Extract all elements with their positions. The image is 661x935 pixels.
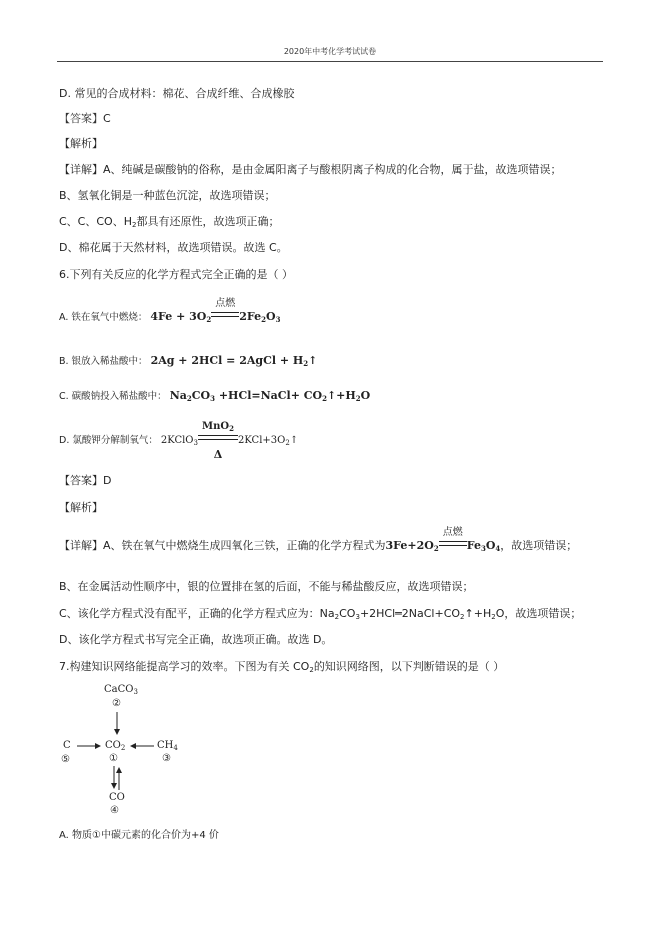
detail-text-post: ，故选项错误； (500, 539, 578, 552)
detail-c-pre: C、C、CO、H (59, 215, 132, 228)
detail-c-post: 都具有还原性，故选项正确； (136, 215, 280, 228)
option-b-label: B. 银放入稀盐酸中： (59, 356, 148, 367)
eq-part: Na (169, 389, 187, 402)
node-caco3 (104, 684, 138, 695)
eq-sub: 2 (206, 315, 212, 324)
eq-sub: 3 (210, 394, 215, 403)
option-c-equation (170, 389, 371, 402)
eq-sub: 2 (322, 394, 327, 403)
eq-part: CO (191, 389, 211, 402)
detail-c-post: O，故选项错误； (495, 607, 582, 620)
eq-part: +HCl=NaCl+ CO (215, 389, 323, 402)
detail-a-equation (385, 527, 501, 553)
q6-option-b (59, 354, 317, 369)
q6-answer (59, 474, 111, 488)
eq-part: +2HCl═2NaCl+CO (359, 607, 461, 620)
page-header: 2020年中考化学考试试卷 (283, 47, 377, 56)
q6-analysis-label: 【解析】 (59, 501, 103, 514)
eq-part: CO (339, 607, 356, 620)
q5-detail-c (59, 215, 279, 229)
detail-label: 【详解】 (59, 539, 103, 552)
condition-text: 点燃 (215, 298, 236, 309)
eq-part: 3Fe+2O (385, 539, 434, 552)
eq-sub: 4 (495, 544, 501, 553)
eq-part: ↑+H (464, 607, 492, 620)
detail-label: 【详解】 (59, 163, 103, 176)
eq-sub: 2 (261, 315, 267, 324)
eq-sub: 3 (355, 613, 360, 621)
eq-sub: 2 (355, 394, 361, 403)
eq-sub: 2 (309, 666, 314, 674)
equal-lines (198, 435, 238, 440)
question-text: 7.构建知识网络能提高学习的效率。下图为有关 CO (59, 660, 310, 673)
answer-value: D (103, 474, 112, 487)
node-number-4: ④ (110, 805, 119, 816)
eq-condition (439, 527, 467, 553)
node-label: CO (105, 740, 121, 751)
detail-text: A、铁在氧气中燃烧生成四氧化三铁，正确的化学方程式为 (103, 539, 386, 552)
eq-sub: 2 (491, 613, 496, 621)
eq-part: 2Fe (239, 310, 262, 323)
q6-detail-b: B、在金属活动性顺序中，银的位置排在氢的后面，不能与稀盐酸反应，故选项错误； (59, 580, 474, 593)
q6-option-a (59, 298, 281, 325)
eq-sub: 2 (303, 359, 309, 368)
q5-detail-b: B、氢氧化铜是一种蓝色沉淀，故选项错误； (59, 189, 276, 202)
q6-option-d (59, 421, 299, 461)
option-a-equation (150, 298, 281, 324)
eq-part: 2KClO (160, 435, 194, 446)
option-c-label: C. 碳酸钠投入稀盐酸中： (59, 391, 167, 402)
q5-option-d: D. 常见的合成材料：棉花、合成纤维、合成橡胶 (59, 87, 295, 100)
node-label: CaCO (104, 684, 134, 695)
q6-detail-a (59, 527, 578, 553)
q6-detail-c (59, 607, 581, 621)
q5-answer (59, 112, 111, 126)
question-text-post: 的知识网络图，以下判断错误的是（ ） (313, 660, 505, 673)
eq-part: O (360, 389, 371, 402)
eq-sub: 2 (285, 439, 290, 447)
detail-c-sub: 2 (131, 221, 137, 229)
header-rule (57, 61, 603, 62)
eq-part: 4Fe + 3O (150, 310, 207, 323)
eq-part: ↑+H (326, 389, 356, 402)
answer-value: C (103, 112, 111, 125)
option-a-label: A. 铁在氧气中燃烧： (59, 312, 148, 323)
eq-part: 2Ag + 2HCl = 2AgCl + H (150, 354, 304, 367)
catalyst-text: MnO (202, 421, 230, 432)
node-label: CH (157, 740, 174, 751)
option-d-equation (160, 421, 299, 461)
q5-detail-a (59, 163, 562, 177)
q7-question (59, 660, 504, 674)
equal-lines (211, 312, 239, 317)
node-number-2: ② (112, 698, 121, 709)
eq-sub: 3 (193, 439, 198, 447)
eq-sub: 3 (480, 544, 486, 553)
eq-sub: 3 (133, 688, 138, 696)
detail-text: A、纯碱是碳酸钠的俗称，是由金属阳离子与酸根阴离子构成的化合物，属于盐，故选项错误； (103, 163, 562, 176)
eq-condition (198, 421, 238, 461)
up-arrow: ↑ (289, 435, 299, 446)
equal-lines (439, 541, 467, 546)
node-c: C (63, 740, 71, 751)
condition-text: 点燃 (442, 527, 463, 538)
up-arrow: ↑ (308, 354, 318, 367)
eq-sub: 2 (433, 544, 439, 553)
option-b-equation (151, 354, 318, 367)
node-co: CO (109, 792, 125, 803)
node-number-5: ⑤ (61, 754, 70, 765)
q5-analysis-label: 【解析】 (59, 137, 103, 150)
node-number-1: ① (109, 753, 118, 764)
q7-option-a: A. 物质①中碳元素的化合价为+4 价 (59, 830, 219, 841)
answer-label: 【答案】 (59, 112, 103, 125)
q6-detail-d: D、该化学方程式书写完全正确，故选项正确。故选 D。 (59, 633, 333, 646)
eq-sub: 2 (120, 744, 126, 752)
eq-sub: 4 (173, 744, 178, 752)
heat-symbol: Δ (213, 448, 223, 461)
answer-label: 【答案】 (59, 474, 103, 487)
eq-sub: 2 (186, 394, 192, 403)
eq-sub: 3 (275, 315, 281, 324)
eq-condition (211, 298, 239, 324)
diagram-arrows (55, 700, 205, 800)
node-number-3: ③ (162, 753, 171, 764)
eq-part: 2KCl+3O (237, 435, 286, 446)
eq-sub: 2 (334, 613, 340, 621)
catalyst (198, 420, 238, 434)
q6-option-c (59, 389, 370, 404)
detail-c-text: C、该化学方程式没有配平，正确的化学方程式应为：Na (59, 607, 335, 620)
eq-part: Fe (466, 539, 481, 552)
eq-sub: 2 (229, 424, 234, 433)
q5-detail-d: D、棉花属于天然材料，故选项错误。故选 C。 (59, 241, 288, 254)
option-d-label: D. 氯酸钾分解制氧气： (59, 435, 158, 446)
q6-question: 6.下列有关反应的化学方程式完全正确的是（ ） (59, 268, 293, 281)
eq-sub: 2 (460, 613, 465, 621)
eq-part: O (485, 539, 496, 552)
eq-part: O (266, 310, 276, 323)
